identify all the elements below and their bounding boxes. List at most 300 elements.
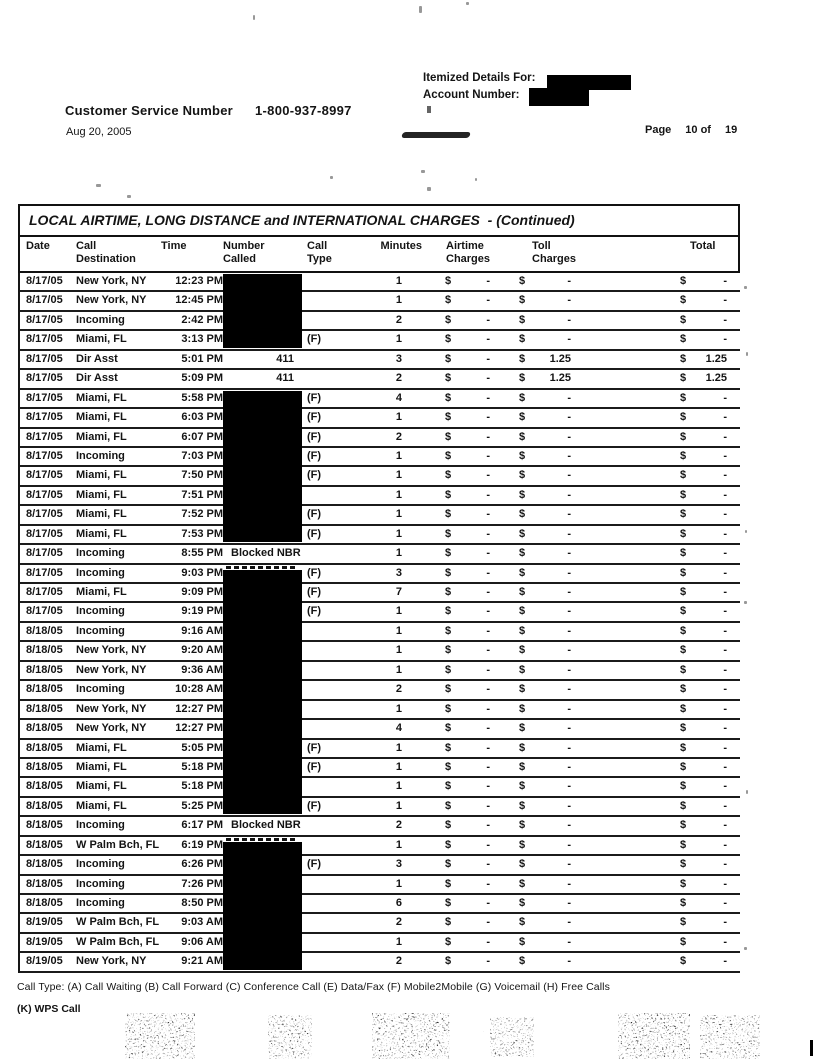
amount: - xyxy=(723,644,727,657)
amount: - xyxy=(723,449,727,462)
cell-airtime-charges xyxy=(404,429,494,446)
amount: - xyxy=(567,508,571,521)
cell-total xyxy=(658,565,732,582)
cell-toll-charges xyxy=(494,798,574,815)
table-row xyxy=(20,642,740,661)
cell-destination: Miami, FL xyxy=(76,411,127,424)
table-title: LOCAL AIRTIME, LONG DISTANCE and INTERNATIONAL CHARGES - (Continued) xyxy=(20,206,738,237)
cell-number-called xyxy=(223,429,307,446)
cell-total xyxy=(658,429,732,446)
amount: - xyxy=(486,449,490,462)
dollar-sign: $ xyxy=(519,372,526,385)
dollar-sign: $ xyxy=(519,955,526,968)
dollar-sign: $ xyxy=(680,469,687,482)
cell-date: 8/18/05 xyxy=(26,760,63,773)
cell-destination: Miami, FL xyxy=(76,488,127,501)
cell-minutes: 2 xyxy=(395,819,402,832)
cell-total xyxy=(658,623,732,640)
cell-date: 8/17/05 xyxy=(26,605,63,618)
cell-airtime-charges xyxy=(404,895,494,912)
amount: - xyxy=(723,741,727,754)
dollar-sign: $ xyxy=(680,799,687,812)
dollar-sign: $ xyxy=(680,508,687,521)
cell-call-type: (F) xyxy=(307,527,322,540)
table-row xyxy=(20,856,740,875)
scan-artifact xyxy=(419,6,422,13)
amount: - xyxy=(486,294,490,307)
cell-number-called xyxy=(223,312,307,329)
cell-call-type xyxy=(307,953,349,970)
dollar-sign: $ xyxy=(519,858,526,871)
charges-table-head xyxy=(18,204,740,273)
cell-destination: Miami, FL xyxy=(76,780,127,793)
amount: - xyxy=(567,780,571,793)
table-row xyxy=(20,876,740,895)
cell-airtime-charges xyxy=(404,292,494,309)
table-row xyxy=(20,798,740,817)
cell-date: 8/18/05 xyxy=(26,819,63,832)
scan-smudge xyxy=(427,106,431,113)
column-header xyxy=(223,240,307,271)
cell-destination: New York, NY xyxy=(76,702,147,715)
cell-number-called xyxy=(223,331,307,348)
cell-call-type xyxy=(307,895,349,912)
amount: - xyxy=(567,333,571,346)
dollar-sign: $ xyxy=(519,449,526,462)
dollar-sign: $ xyxy=(519,799,526,812)
cell-toll-charges xyxy=(494,487,574,504)
cell-destination: Miami, FL xyxy=(76,430,127,443)
dollar-sign: $ xyxy=(445,955,452,968)
dollar-sign: $ xyxy=(680,858,687,871)
cell-time: 9:09 PM xyxy=(181,586,223,598)
cell-call-type xyxy=(307,545,349,562)
cell-minutes: 1 xyxy=(395,294,402,307)
amount: - xyxy=(567,877,571,890)
cell-minutes: 4 xyxy=(395,391,402,404)
column-header-line1: Call xyxy=(76,240,97,252)
amount: - xyxy=(567,760,571,773)
scan-artifact xyxy=(745,530,747,533)
table-row xyxy=(20,953,740,972)
cell-date: 8/19/05 xyxy=(26,955,63,968)
dollar-sign: $ xyxy=(519,527,526,540)
cell-call-type xyxy=(307,701,349,718)
amount: - xyxy=(486,547,490,560)
cell-minutes: 1 xyxy=(395,508,402,521)
scan-artifact xyxy=(253,15,255,20)
cell-number-called xyxy=(223,720,307,737)
column-header-line1: Number xyxy=(223,240,265,252)
scan-smudge xyxy=(401,132,471,138)
cell-toll-charges xyxy=(494,584,574,601)
redaction-box xyxy=(223,795,302,814)
cell-airtime-charges xyxy=(404,701,494,718)
cell-spacer xyxy=(574,856,658,873)
call-type-legend: Call Type: (A) Call Waiting (B) Call Forward (C) Conference Call (E) Data/Fax (F) Mobile2Mobile (G) Voicemail (H) Free Calls xyxy=(17,981,610,993)
dollar-sign: $ xyxy=(445,877,452,890)
cell-number-called xyxy=(223,895,307,912)
scan-artifact xyxy=(330,176,333,179)
cell-airtime-charges xyxy=(404,934,494,951)
cell-airtime-charges xyxy=(404,409,494,426)
cell-total xyxy=(658,798,732,815)
amount: - xyxy=(486,838,490,851)
dollar-sign: $ xyxy=(680,411,687,424)
cell-time: 7:03 PM xyxy=(181,449,223,462)
cell-destination: New York, NY xyxy=(76,722,147,735)
cell-date: 8/17/05 xyxy=(26,294,63,307)
cell-minutes: 6 xyxy=(395,897,402,909)
cell-airtime-charges xyxy=(404,914,494,931)
cell-total xyxy=(658,856,732,873)
amount: - xyxy=(486,897,490,909)
cell-date: 8/18/05 xyxy=(26,838,63,851)
cell-destination: Miami, FL xyxy=(76,760,127,773)
amount: 1.25 xyxy=(549,372,571,385)
cell-minutes: 3 xyxy=(395,858,402,871)
column-header xyxy=(658,240,732,271)
dollar-sign: $ xyxy=(445,449,452,462)
cell-minutes: 1 xyxy=(395,935,402,948)
cell-date: 8/18/05 xyxy=(26,877,63,890)
cell-minutes: 1 xyxy=(395,838,402,851)
amount: - xyxy=(723,760,727,773)
scan-artifact xyxy=(744,286,747,289)
amount: - xyxy=(567,916,571,929)
dollar-sign: $ xyxy=(519,683,526,696)
cell-spacer xyxy=(574,312,658,329)
cell-spacer xyxy=(574,817,658,834)
dollar-sign: $ xyxy=(445,586,452,598)
cell-airtime-charges xyxy=(404,720,494,737)
amount: - xyxy=(567,663,571,676)
amount: - xyxy=(486,430,490,443)
cell-date: 8/17/05 xyxy=(26,566,63,579)
cell-date: 8/18/05 xyxy=(26,780,63,793)
cell-time: 6:26 PM xyxy=(181,858,223,871)
amount: - xyxy=(486,333,490,346)
cell-minutes: 1 xyxy=(395,644,402,657)
amount: - xyxy=(567,624,571,637)
dollar-sign: $ xyxy=(445,605,452,618)
cell-call-type xyxy=(307,273,349,290)
amount: - xyxy=(723,955,727,968)
cell-minutes: 1 xyxy=(395,469,402,482)
amount: - xyxy=(723,877,727,890)
charges-table-body xyxy=(18,273,740,973)
cell-total xyxy=(658,914,732,931)
amount: - xyxy=(486,624,490,637)
cell-minutes: 1 xyxy=(395,275,402,287)
cell-toll-charges xyxy=(494,740,574,757)
cell-airtime-charges xyxy=(404,778,494,795)
amount: - xyxy=(486,916,490,929)
cell-minutes: 1 xyxy=(395,780,402,793)
amount: - xyxy=(486,819,490,832)
cell-spacer xyxy=(574,390,658,407)
cell-number-called xyxy=(223,565,307,582)
dollar-sign: $ xyxy=(519,488,526,501)
dollar-sign: $ xyxy=(680,605,687,618)
cell-total xyxy=(658,584,732,601)
cell-call-type xyxy=(307,487,349,504)
table-row xyxy=(20,429,740,448)
cell-minutes: 3 xyxy=(395,352,402,365)
cell-minutes: 1 xyxy=(395,488,402,501)
cell-spacer xyxy=(574,331,658,348)
cell-minutes: 1 xyxy=(395,760,402,773)
cell-time: 9:03 AM xyxy=(181,916,223,929)
cell-total xyxy=(658,876,732,893)
cell-toll-charges xyxy=(494,603,574,620)
column-header-line1: Minutes xyxy=(380,240,422,252)
amount: - xyxy=(567,644,571,657)
amount: - xyxy=(567,469,571,482)
amount: - xyxy=(723,508,727,521)
table-row xyxy=(20,837,740,856)
table-row xyxy=(20,448,740,467)
amount: - xyxy=(486,722,490,735)
column-header xyxy=(76,240,161,271)
cell-airtime-charges xyxy=(404,565,494,582)
cell-date: 8/17/05 xyxy=(26,430,63,443)
cell-total xyxy=(658,467,732,484)
amount: - xyxy=(486,469,490,482)
amount: 1.25 xyxy=(549,352,571,365)
cell-total xyxy=(658,545,732,562)
cell-toll-charges xyxy=(494,759,574,776)
cell-date: 8/19/05 xyxy=(26,935,63,948)
dollar-sign: $ xyxy=(519,508,526,521)
cell-spacer xyxy=(574,623,658,640)
dollar-sign: $ xyxy=(680,760,687,773)
amount: - xyxy=(567,819,571,832)
cell-toll-charges xyxy=(494,701,574,718)
cell-spacer xyxy=(574,720,658,737)
cell-minutes: 1 xyxy=(395,877,402,890)
cell-total xyxy=(658,370,732,387)
dollar-sign: $ xyxy=(445,527,452,540)
dollar-sign: $ xyxy=(680,877,687,890)
amount: - xyxy=(486,799,490,812)
cell-minutes: 2 xyxy=(395,955,402,968)
amount: - xyxy=(486,644,490,657)
cell-date: 8/17/05 xyxy=(26,391,63,404)
cell-total xyxy=(658,934,732,951)
table-row xyxy=(20,740,740,759)
cell-toll-charges xyxy=(494,856,574,873)
cell-call-type xyxy=(307,351,349,368)
cell-spacer xyxy=(574,914,658,931)
cell-date: 8/17/05 xyxy=(26,508,63,521)
cell-airtime-charges xyxy=(404,526,494,543)
cell-destination: New York, NY xyxy=(76,663,147,676)
column-header-line1: Time xyxy=(161,240,187,252)
amount: - xyxy=(486,683,490,696)
cell-spacer xyxy=(574,876,658,893)
cell-airtime-charges xyxy=(404,856,494,873)
amount: - xyxy=(723,566,727,579)
cell-call-type xyxy=(307,642,349,659)
cell-date: 8/17/05 xyxy=(26,411,63,424)
amount: - xyxy=(723,799,727,812)
cell-number-called xyxy=(223,876,307,893)
cell-airtime-charges xyxy=(404,662,494,679)
cell-number-called xyxy=(223,681,307,698)
dollar-sign: $ xyxy=(445,372,452,385)
dollar-sign: $ xyxy=(680,819,687,832)
dollar-sign: $ xyxy=(445,741,452,754)
cell-toll-charges xyxy=(494,817,574,834)
cell-destination: Incoming xyxy=(76,566,125,579)
table-row xyxy=(20,895,740,914)
cell-destination: W Palm Bch, FL xyxy=(76,935,160,948)
dollar-sign: $ xyxy=(445,508,452,521)
dollar-sign: $ xyxy=(680,391,687,404)
scan-artifact xyxy=(96,184,101,187)
cell-date: 8/17/05 xyxy=(26,372,63,385)
amount: - xyxy=(486,586,490,598)
cell-destination: Miami, FL xyxy=(76,391,127,404)
dollar-sign: $ xyxy=(445,916,452,929)
dollar-sign: $ xyxy=(445,897,452,909)
cell-total xyxy=(658,895,732,912)
cell-time: 6:07 PM xyxy=(181,430,223,443)
cell-toll-charges xyxy=(494,273,574,290)
amount: - xyxy=(723,488,727,501)
cell-call-type: (F) xyxy=(307,858,322,871)
dollar-sign: $ xyxy=(445,411,452,424)
dollar-sign: $ xyxy=(680,275,687,287)
table-row xyxy=(20,526,740,545)
amount: - xyxy=(486,702,490,715)
cell-total xyxy=(658,526,732,543)
dollar-sign: $ xyxy=(680,547,687,560)
cell-time: 5:18 PM xyxy=(181,760,223,773)
cell-number-called xyxy=(223,856,307,873)
cell-destination: New York, NY xyxy=(76,644,147,657)
dollar-sign: $ xyxy=(519,547,526,560)
cell-time: 7:52 PM xyxy=(181,508,223,521)
cell-time: 9:16 AM xyxy=(181,624,223,637)
cell-date: 8/17/05 xyxy=(26,469,63,482)
dollar-sign: $ xyxy=(519,916,526,929)
dollar-sign: $ xyxy=(680,294,687,307)
cell-destination: Incoming xyxy=(76,819,125,832)
cell-total xyxy=(658,720,732,737)
cell-total xyxy=(658,681,732,698)
cell-airtime-charges xyxy=(404,506,494,523)
cell-number-called xyxy=(223,506,307,523)
dollar-sign: $ xyxy=(445,566,452,579)
table-row xyxy=(20,817,740,836)
cell-destination: Incoming xyxy=(76,683,125,696)
cell-date: 8/18/05 xyxy=(26,897,63,909)
amount: - xyxy=(486,605,490,618)
cell-minutes: 2 xyxy=(395,430,402,443)
cell-number-called xyxy=(223,292,307,309)
amount: - xyxy=(486,955,490,968)
cell-destination: W Palm Bch, FL xyxy=(76,838,160,851)
cell-airtime-charges xyxy=(404,273,494,290)
column-header xyxy=(367,240,422,271)
cell-time: 6:17 PM xyxy=(181,819,223,832)
dollar-sign: $ xyxy=(680,935,687,948)
cell-toll-charges xyxy=(494,429,574,446)
cell-number-called xyxy=(223,798,307,815)
dollar-sign: $ xyxy=(519,605,526,618)
cell-time: 9:21 AM xyxy=(181,955,223,968)
cell-time: 9:06 AM xyxy=(181,935,223,948)
amount: - xyxy=(486,508,490,521)
cell-spacer xyxy=(574,837,658,854)
dollar-sign: $ xyxy=(680,566,687,579)
amount: - xyxy=(723,935,727,948)
cell-destination: Dir Asst xyxy=(76,352,118,365)
dollar-sign: $ xyxy=(519,819,526,832)
amount: 1.25 xyxy=(705,352,727,365)
table-row xyxy=(20,759,740,778)
table-row xyxy=(20,292,740,311)
dollar-sign: $ xyxy=(445,313,452,326)
cell-total xyxy=(658,312,732,329)
cell-destination: New York, NY xyxy=(76,275,147,287)
cell-spacer xyxy=(574,953,658,970)
cell-total xyxy=(658,487,732,504)
cell-date: 8/18/05 xyxy=(26,741,63,754)
cell-minutes: 1 xyxy=(395,799,402,812)
amount: - xyxy=(486,935,490,948)
amount: - xyxy=(567,547,571,560)
dollar-sign: $ xyxy=(519,644,526,657)
amount: - xyxy=(567,411,571,424)
amount: - xyxy=(486,372,490,385)
cell-airtime-charges xyxy=(404,603,494,620)
amount: - xyxy=(486,566,490,579)
dollar-sign: $ xyxy=(680,586,687,598)
cell-time: 9:36 AM xyxy=(181,663,223,676)
table-row xyxy=(20,545,740,564)
dollar-sign: $ xyxy=(445,760,452,773)
cell-spacer xyxy=(574,740,658,757)
amount: - xyxy=(723,916,727,929)
cell-spacer xyxy=(574,487,658,504)
dollar-sign: $ xyxy=(519,313,526,326)
cell-airtime-charges xyxy=(404,584,494,601)
cell-time: 5:01 PM xyxy=(181,352,223,365)
cell-number-called xyxy=(223,837,307,854)
cell-time: 8:50 PM xyxy=(181,897,223,909)
cell-number-called xyxy=(223,759,307,776)
dollar-sign: $ xyxy=(680,527,687,540)
cell-spacer xyxy=(574,584,658,601)
cell-toll-charges xyxy=(494,837,574,854)
scan-artifact xyxy=(744,947,747,950)
cell-spacer xyxy=(574,370,658,387)
cell-total xyxy=(658,642,732,659)
cell-minutes: 4 xyxy=(395,722,402,735)
amount: - xyxy=(567,391,571,404)
column-header-line1: Airtime xyxy=(446,240,484,252)
column-header-line1: Date xyxy=(26,240,50,252)
cell-time: 10:28 AM xyxy=(175,683,223,696)
cell-number-called xyxy=(223,390,307,407)
cell-time: 6:19 PM xyxy=(181,838,223,851)
amount: - xyxy=(567,935,571,948)
dollar-sign: $ xyxy=(445,547,452,560)
amount: - xyxy=(723,333,727,346)
